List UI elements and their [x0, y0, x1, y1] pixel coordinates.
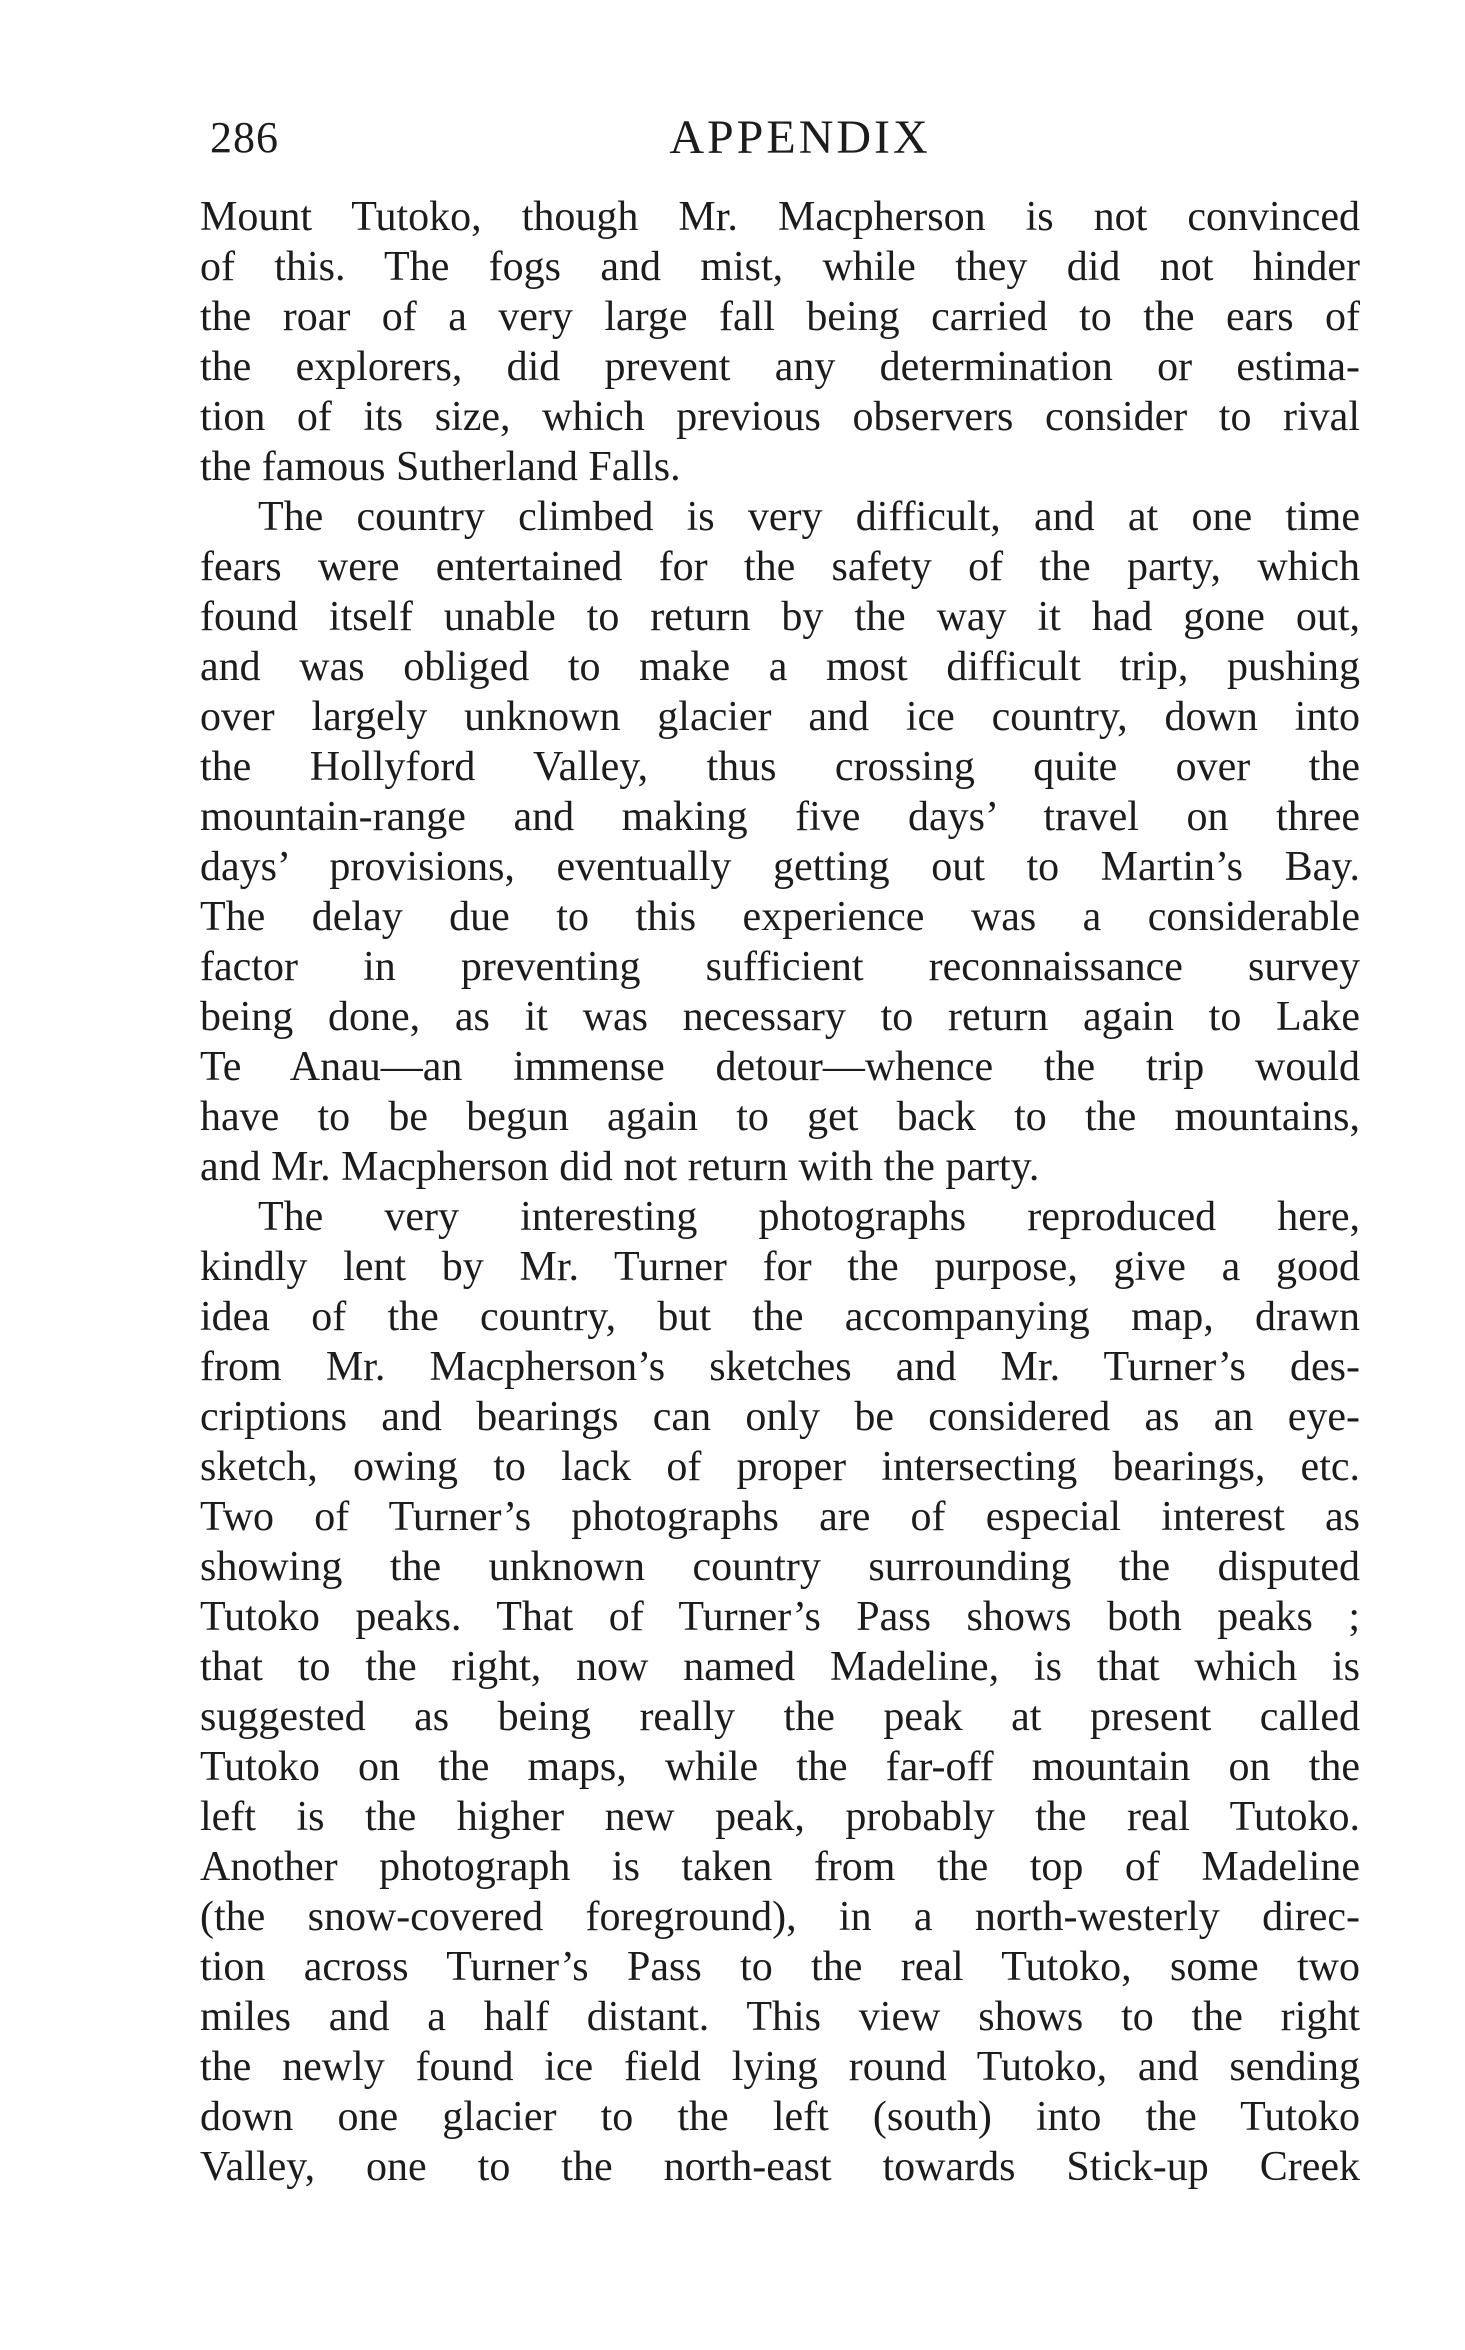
text-line: (the snow-covered foreground), in a north-westerly direc-: [200, 1894, 1360, 1940]
text-line: the newly found ice field lying round Tutoko, and sending: [200, 2044, 1360, 2090]
running-head: [210, 108, 1360, 168]
paragraph: [200, 1192, 1360, 2192]
text-line: have to be begun again to get back to the mountains,: [200, 1094, 1360, 1140]
text-line: miles and a half distant. This view shows to the right: [200, 1994, 1360, 2040]
text-line: of this. The fogs and mist, while they did not hinder: [200, 244, 1360, 290]
text-line: the Hollyford Valley, thus crossing quite over the: [200, 744, 1360, 790]
text-line: Tutoko on the maps, while the far-off mountain on the: [200, 1744, 1360, 1790]
text-line: idea of the country, but the accompanying map, drawn: [200, 1294, 1360, 1340]
page-number: 286: [210, 113, 279, 162]
text-line: mountain-range and making five days’ travel on three: [200, 794, 1360, 840]
text-line: left is the higher new peak, probably the real Tutoko.: [200, 1794, 1360, 1840]
text-line: showing the unknown country surrounding the disputed: [200, 1544, 1360, 1590]
text-line: down one glacier to the left (south) into the Tutoko: [200, 2094, 1360, 2140]
paragraph: [200, 492, 1360, 1192]
text-line: that to the right, now named Madeline, is that which is: [200, 1644, 1360, 1690]
text-line: and Mr. Macpherson did not return with the party.: [200, 1144, 1040, 1190]
text-line: from Mr. Macpherson’s sketches and Mr. Turner’s des-: [200, 1344, 1360, 1390]
text-line: and was obliged to make a most difficult trip, pushing: [200, 644, 1360, 690]
text-line: Te Anau—an immense detour—whence the trip would: [200, 1044, 1360, 1090]
text-line: sketch, owing to lack of proper intersecting bearings, etc.: [200, 1444, 1360, 1490]
text-line: found itself unable to return by the way it had gone out,: [200, 594, 1360, 640]
text-line: the famous Sutherland Falls.: [200, 444, 681, 490]
text-line: Valley, one to the north-east towards Stick-up Creek: [200, 2144, 1360, 2190]
text-line: The country climbed is very difficult, and at one time: [258, 494, 1360, 540]
text-line: fears were entertained for the safety of the party, which: [200, 544, 1360, 590]
text-line: tion across Turner’s Pass to the real Tutoko, some two: [200, 1944, 1360, 1990]
text-line: tion of its size, which previous observers consider to rival: [200, 394, 1360, 440]
paragraph: [200, 192, 1360, 492]
text-line: days’ provisions, eventually getting out to Martin’s Bay.: [200, 844, 1360, 890]
page-header-title: APPENDIX: [669, 111, 931, 164]
text-line: The delay due to this experience was a considerable: [200, 894, 1360, 940]
text-line: The very interesting photographs reproduced here,: [258, 1194, 1360, 1240]
text-line: being done, as it was necessary to return again to Lake: [200, 994, 1360, 1040]
text-line: factor in preventing sufficient reconnaissance survey: [200, 944, 1360, 990]
text-line: Mount Tutoko, though Mr. Macpherson is not convinced: [200, 194, 1360, 240]
text-line: Another photograph is taken from the top of Madeline: [200, 1844, 1360, 1890]
text-line: the explorers, did prevent any determination or estima-: [200, 344, 1360, 390]
text-line: over largely unknown glacier and ice country, down into: [200, 694, 1360, 740]
text-line: kindly lent by Mr. Turner for the purpose, give a good: [200, 1244, 1360, 1290]
text-line: Two of Turner’s photographs are of especial interest as: [200, 1494, 1360, 1540]
text-line: criptions and bearings can only be considered as an eye-: [200, 1394, 1360, 1440]
body-text: [200, 192, 1360, 2192]
text-line: the roar of a very large fall being carried to the ears of: [200, 294, 1360, 340]
text-line: Tutoko peaks. That of Turner’s Pass shows both peaks ;: [200, 1594, 1360, 1640]
text-line: suggested as being really the peak at present called: [200, 1694, 1360, 1740]
